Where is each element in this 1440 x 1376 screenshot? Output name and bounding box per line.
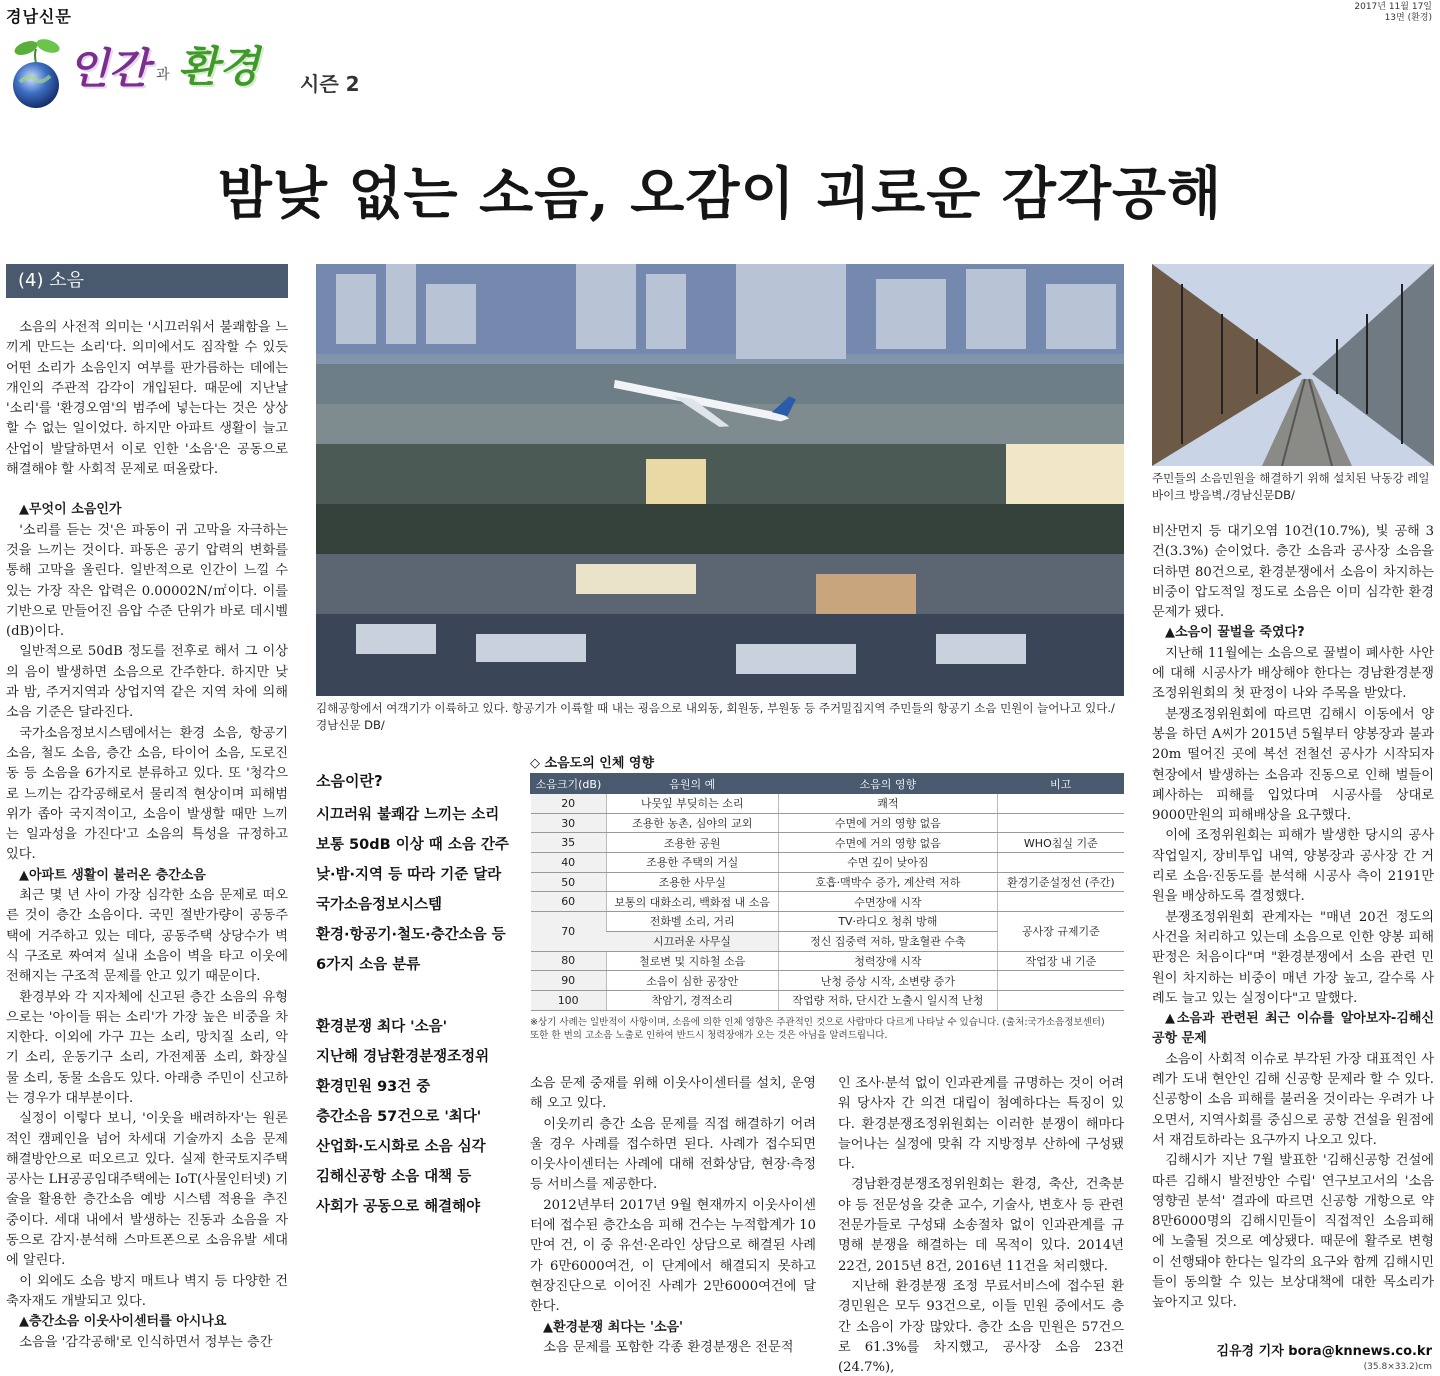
table-header: 소음의 영향 bbox=[778, 774, 998, 794]
railbike-photo-caption: 주민들의 소음민원을 해결하기 위해 설치된 낙동강 레일바이크 방음벽./경남신문DB/ bbox=[1152, 471, 1430, 502]
table-cell: 정신 집중력 저하, 말초혈관 수축 bbox=[778, 931, 998, 951]
paragraph: 이웃끼리 층간 소음 문제를 직접 해결하기 어려울 경우 사례를 접수하면 된다. 사례가 접수되면 이웃사이센터는 사례에 대해 전화상담, 현장·측정 등 서비스를 제공한다. bbox=[530, 1116, 816, 1193]
dateline bbox=[1354, 2, 1432, 24]
subheading: ▲ 아파트 생활이 불러온 층간소음 bbox=[6, 866, 288, 886]
railbike-photo bbox=[1152, 264, 1434, 466]
table-cell: 보통의 대화소리, 백화점 내 소음 bbox=[606, 892, 778, 912]
paragraph: 지난해 환경분쟁 조정 무료서비스에 접수된 환경민원은 모두 93건으로, 이들 민원 중에서도 층간 소음이 가장 많았다. 층간 소음 민원은 57건으로 61.3%를 차지했고, 공사장 소음 23건(24.7%), bbox=[838, 1278, 1124, 1376]
table-cell: 공사장 규제기준 bbox=[998, 912, 1124, 951]
table-cell: 80 bbox=[531, 951, 607, 971]
table-title: ◇ 소음도의 인체 영향 bbox=[530, 756, 655, 771]
paragraph: 2012년부터 2017년 9월 현재까지 이웃사이센터에 접수된 층간소음 피해 건수는 누적합계가 10만여 건, 이 중 유선·온라인 상담으로 해결된 사례가 6만6000여건, 이 단계에서 해결되지 못하고 현장진단으로 이어진 사례가 2만6000여건에 달한다. bbox=[530, 1197, 816, 1315]
paragraph: 소음 문제를 포함한 각종 환경분쟁은 전문적 bbox=[543, 1339, 794, 1355]
table-note-line-1: ※상기 사례는 일반적이 사항이며, 소음에 의한 인체 영향은 주관적인 것으로 사람마다 다르게 나타날 수 있습니다. (출처:국가소음정보센터) bbox=[530, 1017, 1105, 1028]
table-cell: 작업장 내 기준 bbox=[998, 951, 1124, 971]
series-logo bbox=[6, 30, 366, 114]
table-cell: 전화벨 소리, 거리 bbox=[606, 912, 778, 932]
series-word-environment: 환경 bbox=[178, 42, 260, 91]
paragraph: 실정이 이렇다 보니, '이웃을 배려하자'는 원론적인 캠페인을 넘어 차세대 기술까지 소음 문제 해결방안으로 떠오르고 있다. 실제 한국토지주택공사는 LH공공임대주택에는 IoT(사물인터넷) 기술을 활용한 층간소음 예방 시스템 적용을 추진 중이다. 세대 내에서 발생하는 진동과 소음을 자동으로 감지·분석해 스마트폰으로 소음유발 세대에 알린다. bbox=[6, 1111, 288, 1269]
summary-list-1 bbox=[316, 800, 509, 980]
summary-list-2 bbox=[316, 1012, 489, 1222]
table-cell: 조용한 공원 bbox=[606, 833, 778, 853]
paragraph: 일반적으로 50dB 정도를 전후로 해서 그 이상의 음이 발생하면 소음으로 간주한다. 하지만 낮과 밤, 주거지역과 상업지역 같은 지역 차에 의해 소음 기준은 달라진다. bbox=[6, 644, 288, 721]
table-cell: 조용한 주택의 거실 bbox=[606, 853, 778, 873]
table-cell: 나뭇잎 부딪히는 소리 bbox=[606, 794, 778, 814]
subheading: ▲ 층간소음 이웃사이센터를 아시나요 bbox=[6, 1312, 288, 1332]
table-cell: 조용한 농촌, 심야의 교외 bbox=[606, 813, 778, 833]
table-cell: 조용한 사무실 bbox=[606, 872, 778, 892]
summary-item: 사회가 공동으로 해결해야 bbox=[316, 1199, 481, 1215]
table-row bbox=[531, 853, 1124, 873]
table-cell: 난청 증상 시작, 소변량 증가 bbox=[778, 971, 998, 991]
paragraph: 경남환경분쟁조정위원회는 환경, 축산, 건축분야 등 전문성을 갖춘 교수, 기술사, 변호사 등 관련전문가들로 구성돼 소송절차 없이 인과관계를 규명해 분쟁을 해결하는 데 목적이 있다. 2014년 22건, 2015년 8건, 2016년 11건을 처리했다. bbox=[838, 1177, 1124, 1274]
table-cell: 35 bbox=[531, 833, 607, 853]
table-header: 비고 bbox=[998, 774, 1124, 794]
paragraph: 비산먼지 등 대기오염 10건(10.7%), 빛 공해 3건(3.3%) 순이었다. 층간 소음과 공사장 소음을 더하면 80건으로, 환경분쟁에서 소음이 차지하는 비중이 압도적일 정도로 소음은 이미 심각한 환경문제가 됐다. bbox=[1152, 524, 1434, 621]
table-row bbox=[531, 872, 1124, 892]
table-note-line-2: 또한 한 번의 고소음 노출로 인하여 반드시 청력장애가 오는 것은 아님을 알려드립니다. bbox=[530, 1030, 888, 1041]
summary-item: 환경분쟁 최다 '소음' bbox=[316, 1019, 448, 1035]
table-header: 음원의 예 bbox=[606, 774, 778, 794]
series-connector: 과 bbox=[156, 67, 170, 83]
table-row bbox=[531, 813, 1124, 833]
table-note bbox=[530, 1016, 1124, 1042]
paragraph: 이 외에도 소음 방지 매트나 벽지 등 다양한 건축자재도 개발되고 있다. bbox=[6, 1273, 288, 1309]
series-season: 시즌 2 bbox=[300, 72, 360, 96]
table-cell: 철로변 및 지하철 소음 bbox=[606, 951, 778, 971]
table-cell bbox=[998, 813, 1124, 833]
summary-item: 층간소음 57건으로 '최다' bbox=[316, 1109, 482, 1125]
article-column-1 bbox=[6, 318, 288, 1353]
table-cell: 수면장애 시작 bbox=[778, 892, 998, 912]
subheading: ▲ 소음이 꿀벌을 죽였다? bbox=[1152, 623, 1434, 643]
article-column-3 bbox=[530, 1074, 816, 1358]
airport-takeoff-image bbox=[316, 264, 1124, 696]
subheading: ▲ 무엇이 소음인가 bbox=[6, 500, 288, 520]
summary-item: 김해신공항 소음 대책 등 bbox=[316, 1169, 472, 1185]
table-row bbox=[531, 990, 1124, 1010]
paragraph: 국가소음정보시스템에서는 환경 소음, 항공기 소음, 철도 소음, 층간 소음, 타이어 소음, 도로진동 등 소음을 6가지로 분류하고 있다. 또 '청각으로 느끼는 감각공해로서 물리적 현상이며 피해범위가 좁아 국지적이고, 소음이 발생할 때만 느끼는 일과성을 가진다'고 소음의 특성을 규정하고 있다. bbox=[6, 725, 288, 863]
table-cell: 70 bbox=[531, 912, 607, 951]
noise-effect-table bbox=[530, 773, 1124, 1011]
paragraph: 김해시가 지난 7월 발표한 '김해신공항 건설에 따른 김해시 발전방안 수립' 연구보고서의 '소음영향권 분석' 결과에 따르면 신공항 개항으로 약 8만6000명의 김해시민들이 직접적인 소음피해에 노출될 것으로 예상됐다. 때문에 활주로 변형이 선행돼야 한다는 일각의 요구와 함께 김해시민들이 동의할 수 있는 보상대책에 대한 목소리가 높아지고 있다. bbox=[1152, 1153, 1434, 1311]
paragraph: 소음을 '감각공해'로 인식하면서 정부는 층간 bbox=[19, 1334, 273, 1350]
table-cell: 환경기준설정선 (주간) bbox=[998, 872, 1124, 892]
paragraph: 분쟁조정위원회에 따르면 김해시 이동에서 양봉을 하던 A씨가 2015년 5월부터 양봉장과 불과 20m 떨어진 곳에 복선 전철선 공사가 시작되자 현장에서 발생하는 소음과 진동으로 인해 벌들이 폐사하는 피해를 입었다며 시공사를 상대로 9000만원의 피해배상을 요구했다. bbox=[1152, 706, 1434, 824]
paragraph: 소음이 사회적 이슈로 부각된 가장 대표적인 사례가 도내 현안인 김해 신공항 문제라 할 수 있다. 신공항이 소음 피해를 불러올 것이라는 우려가 나오면서, 지역사회를 중심으로 공항 건설을 원점에서 재검토하라는 요구까지 나오고 있다. bbox=[1152, 1051, 1434, 1148]
table-cell: 호흡·맥박수 증가, 계산력 저하 bbox=[778, 872, 998, 892]
table-row bbox=[531, 912, 1124, 932]
table-row bbox=[531, 971, 1124, 991]
series-word-human: 인간 bbox=[68, 44, 150, 93]
table-cell: 시끄러운 사무실 bbox=[606, 931, 778, 951]
table-cell: 50 bbox=[531, 872, 607, 892]
paragraph: 소음의 사전적 의미는 '시끄러워서 불쾌함을 느끼게 만드는 소리'다. 의미에서도 짐작할 수 있듯 어떤 소리가 소음인지 여부를 판가름하는 데에는 개인의 주관적 감각이 개입된다. 때문에 지난날 '소리'를 '환경오염'의 범주에 넣는다는 것은 상상할 수 없는 일이었다. 하지만 아파트 생활이 늘고 산업이 발달하면서 이로 인한 '소음'은 공동으로 해결해야 할 사회적 문제로 떠올랐다. bbox=[6, 320, 288, 478]
table-cell: 수면 깊이 낮아짐 bbox=[778, 853, 998, 873]
summary-title: 소음이란? bbox=[316, 772, 383, 790]
airport-photo-caption: 김해공항에서 여객기가 이륙하고 있다. 항공기가 이륙할 때 내는 굉음으로 내외동, 회원동, 부원동 등 주거밀집지역 주민들의 항공기 소음 민원이 늘어나고 있다./경남신문 DB/ bbox=[316, 701, 1115, 732]
table-row bbox=[531, 794, 1124, 814]
paragraph: 분쟁조정위원회 관계자는 "매년 20건 정도의 사건을 처리하고 있는데 소음으로 인한 양봉 피해 판정은 처음이다"며 "환경분쟁에서 소음 관련 민원이 차지하는 비중이 매년 가장 높고, 갈수록 사례도 늘고 있는 실정이다"고 말했다. bbox=[1152, 909, 1434, 1006]
subheading: ▲ 환경분쟁 최다는 '소음' bbox=[530, 1318, 816, 1338]
paragraph: 최근 몇 년 사이 가장 심각한 소음 문제로 떠오른 것이 층간 소음이다. 국민 절반가량이 공동주택에 거주하고 있는 데다, 공동주택 상당수가 벽식 구조로 짜여져 실내 소음이 벽을 타고 이웃에 전해지는 구조적 문제를 안고 있기 때문이다. bbox=[6, 888, 288, 985]
size-note: (35.8×33.2)cm bbox=[1363, 1362, 1432, 1372]
issue-date: 2017년 11월 17일 bbox=[1354, 2, 1432, 12]
summary-item: 보통 50dB 이상 때 소음 간주 bbox=[316, 837, 509, 853]
table-cell: 60 bbox=[531, 892, 607, 912]
table-cell: 20 bbox=[531, 794, 607, 814]
newspaper-name: 경남신문 bbox=[6, 7, 72, 26]
table-cell: 100 bbox=[531, 990, 607, 1010]
summary-item: 국가소음정보시스템 bbox=[316, 897, 443, 913]
table-cell: TV·라디오 청취 방해 bbox=[778, 912, 998, 932]
headline: 밤낮 없는 소음, 오감이 괴로운 감각공해 bbox=[217, 161, 1223, 227]
summary-item: 환경민원 93건 중 bbox=[316, 1079, 431, 1095]
table-cell bbox=[998, 990, 1124, 1010]
table-cell: 착암기, 경적소리 bbox=[606, 990, 778, 1010]
paragraph: '소리를 듣는 것'은 파동이 귀 고막을 자극하는 것을 느끼는 것이다. 파동은 공기 압력의 변화를 통해 고막을 울린다. 일반적으로 인간이 느낄 수 있는 가장 작은 압력은 0.00002N/㎡이다. 이를 기반으로 만들어진 음압 수준 단위가 바로 데시벨(dB)이다. bbox=[6, 522, 288, 640]
airport-photo bbox=[316, 264, 1124, 696]
page-section: 13면 (환경) bbox=[1384, 13, 1432, 23]
section-tag: (4) 소음 bbox=[6, 264, 288, 298]
byline: 김유경 기자 bora@knnews.co.kr bbox=[1216, 1344, 1432, 1359]
table-row bbox=[531, 833, 1124, 853]
paragraph: 환경부와 각 지자체에 신고된 층간 소음의 유형으로는 '아이들 뛰는 소리'가 가장 높은 비중을 차지한다. 이외에 가구 끄는 소리, 망치질 소리, 악기 소리, 운동기구 소리, 가전제품 소리, 화장실 물 소리, 동물 소음도 있다. 아래층 주민이 신고하는 경우가 대부분이다. bbox=[6, 989, 288, 1106]
table-cell: 쾌적 bbox=[778, 794, 998, 814]
table-cell: 청력장애 시작 bbox=[778, 951, 998, 971]
table-row bbox=[531, 892, 1124, 912]
summary-item: 6가지 소음 분류 bbox=[316, 957, 421, 973]
table-cell bbox=[998, 971, 1124, 991]
table-cell: 수면에 거의 영향 없음 bbox=[778, 813, 998, 833]
paragraph: 소음 문제 중재를 위해 이웃사이센터를 설치, 운영해 오고 있다. bbox=[530, 1076, 816, 1112]
paragraph: 이에 조정위원회는 피해가 발생한 당시의 공사 작업일지, 장비투입 내역, 양봉장과 공사장 간 거리로 소음·진동도를 분석해 시공사 측이 2191만원을 배상하도록 결정했다. bbox=[1152, 828, 1434, 905]
paragraph: 인 조사·분석 없이 인과관계를 규명하는 것이 어려워 당사자 간 의견 대립이 첨예하다는 특징이 있다. 환경분쟁조정위원회는 이러한 분쟁이 해마다 늘어나는 실정에 맞춰 각 지방정부 산하에 구성됐다. bbox=[838, 1076, 1124, 1173]
table-cell: 40 bbox=[531, 853, 607, 873]
table-cell bbox=[998, 892, 1124, 912]
table-cell: 30 bbox=[531, 813, 607, 833]
table-cell bbox=[998, 794, 1124, 814]
table-cell: 소음이 심한 공장안 bbox=[606, 971, 778, 991]
table-cell: 90 bbox=[531, 971, 607, 991]
article-column-4 bbox=[838, 1074, 1124, 1376]
table-cell: 수면에 거의 영향 없음 bbox=[778, 833, 998, 853]
summary-item: 지난해 경남환경분쟁조정위 bbox=[316, 1049, 490, 1065]
table-cell bbox=[998, 853, 1124, 873]
table-cell: 작업량 저하, 단시간 노출시 일시적 난청 bbox=[778, 990, 998, 1010]
summary-item: 환경·항공기·철도·층간소음 등 bbox=[316, 927, 506, 943]
subheading: ▲ 소음과 관련된 최근 이슈를 알아보자-김해신공항 문제 bbox=[1152, 1009, 1434, 1050]
summary-item: 낮·밤·지역 등 따라 기준 달라 bbox=[316, 867, 502, 883]
article-column-5 bbox=[1152, 522, 1434, 1314]
summary-item: 시끄러워 불쾌감 느끼는 소리 bbox=[316, 807, 500, 823]
summary-item: 산업화·도시화로 소음 심각 bbox=[316, 1139, 486, 1155]
table-row bbox=[531, 951, 1124, 971]
table-cell: WHO침실 기준 bbox=[998, 833, 1124, 853]
table-header: 소음크기(dB) bbox=[531, 774, 607, 794]
paragraph: 지난해 11월에는 소음으로 꿀벌이 폐사한 사안에 대해 시공사가 배상해야 한다는 경남환경분쟁조정위원회의 첫 판정이 나와 주목을 받았다. bbox=[1152, 645, 1434, 702]
soundproof-wall-image bbox=[1152, 264, 1434, 466]
